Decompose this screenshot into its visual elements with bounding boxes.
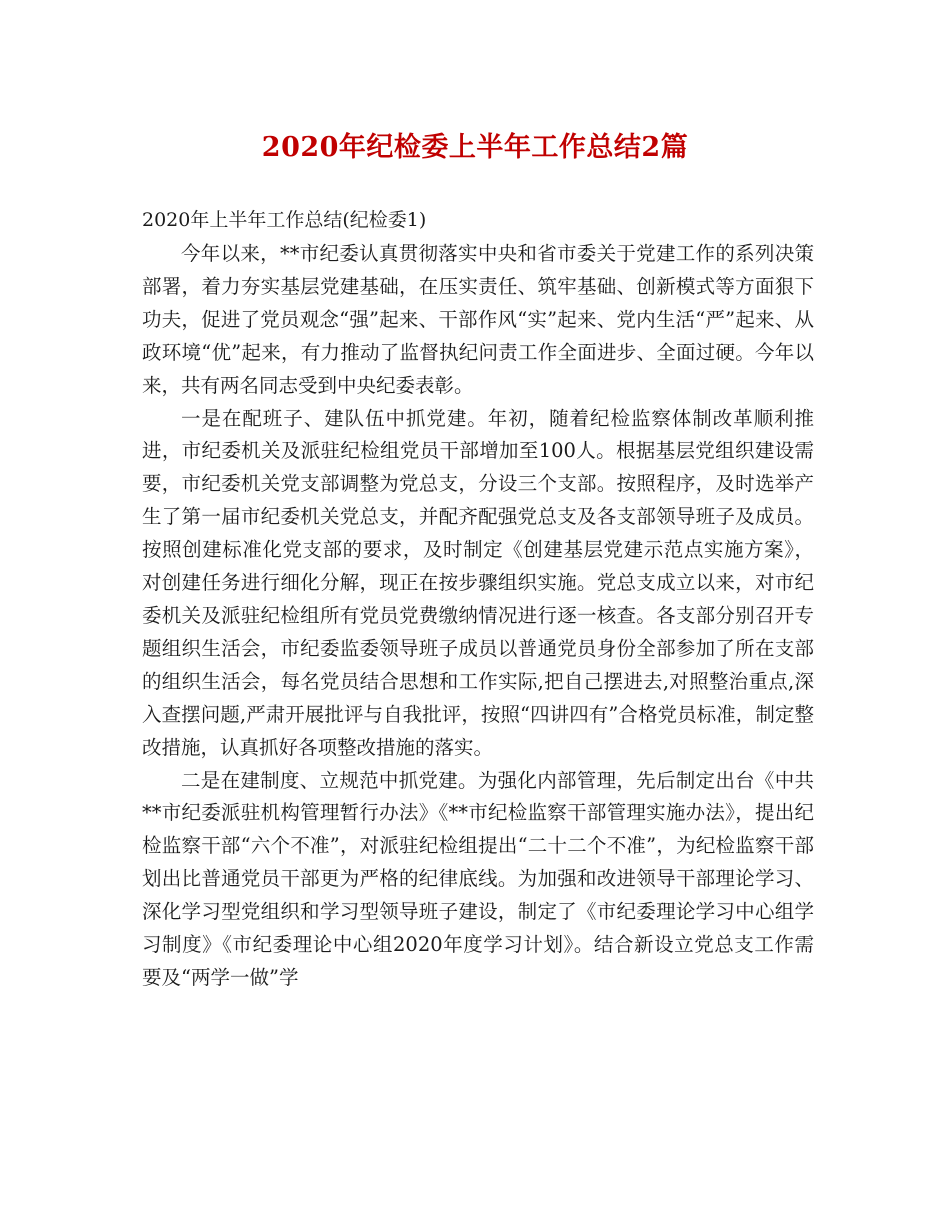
document-body — [142, 238, 814, 995]
paragraph-team-building: 一是在配班子、建队伍中抓党建。年初，随着纪检监察体制改革顺利推进，市纪委机关及派驻纪检组党员干部增加至100人。根据基层党组织建设需要，市纪委机关党支部调整为党总支，分设三个支部。按照程序，及时选举产生了第一届市纪委机关党总支，并配齐配强党总支及各支部领导班子及成员。按照创建标准化党支部的要求，及时制定《创建基层党建示范点实施方案》，对创建任务进行细化分解，现正在按步骤组织实施。党总支成立以来，对市纪委机关及派驻纪检组所有党员党费缴纳情况进行逐一核查。各支部分别召开专题组织生活会，市纪委监委领导班子成员以普通党员身份全部参加了所在支部的组织生活会，每名党员结合思想和工作实际,把自己摆进去,对照整治重点,深入查摆问题,严肃开展批评与自我批评，按照“四讲四有”合格党员标准，制定整改措施，认真抓好各项整改措施的落实。 — [142, 406, 814, 759]
section-heading: 2020年上半年工作总结(纪检委1) — [142, 209, 427, 231]
document-title: 2020年纪检委上半年工作总结2篇 — [261, 132, 689, 163]
paragraph-institution-building: 二是在建制度、立规范中抓党建。为强化内部管理，先后制定出台《中共**市纪委派驻机构管理暂行办法》《**市纪检监察干部管理实施办法》，提出纪检监察干部“六个不准”，对派驻纪检组提出“二十二个不准”，为纪检监察干部划出比普通党员干部更为严格的纪律底线。为加强和改进领导干部理论学习、深化学习型党组织和学习型领导班子建设，制定了《市纪委理论学习中心组学习制度》《市纪委理论中心组2020年度学习计划》。结合新设立党总支工作需要及“两学一做”学 — [142, 768, 814, 989]
paragraph-intro: 今年以来，**市纪委认真贯彻落实中央和省市委关于党建工作的系列决策部署，着力夯实基层党建基础，在压实责任、筑牢基础、创新模式等方面狠下功夫，促进了党员观念“强”起来、干部作风“实”起来、党内生活“严”起来、从政环境“优”起来，有力推动了监督执纪问责工作全面进步、全面过硬。今年以来，共有两名同志受到中央纪委表彰。 — [142, 242, 814, 397]
